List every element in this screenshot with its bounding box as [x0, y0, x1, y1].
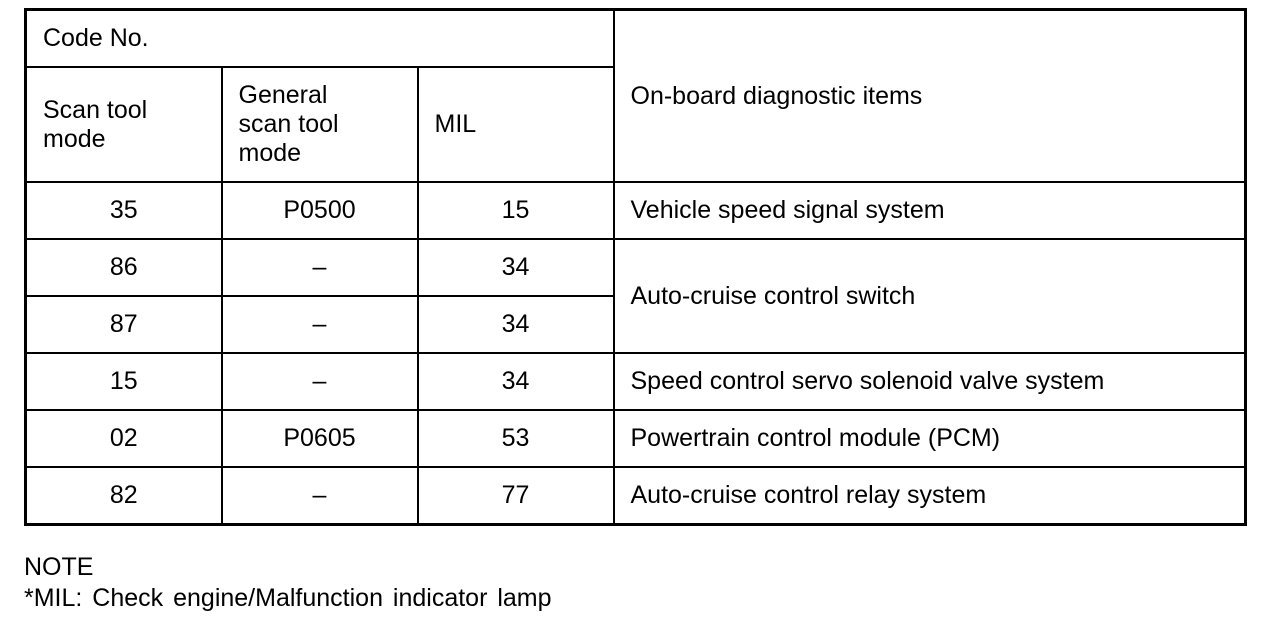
header-on-board-diagnostic-items: On-board diagnostic items: [614, 10, 1246, 183]
header-mil: MIL: [418, 67, 614, 182]
header-general-scan-tool-mode: [222, 67, 418, 182]
note-title: NOTE: [24, 553, 94, 581]
cell-diagnostic-item: Auto-cruise control relay system: [614, 467, 1246, 525]
cell-scan-tool-code: 15: [26, 353, 222, 410]
cell-general-scan-code: –: [222, 239, 418, 296]
table-row: [26, 239, 1246, 296]
note-text: *MIL: Check engine/Malfunction indicator lamp: [24, 584, 552, 612]
note-block: [24, 552, 552, 614]
cell-general-scan-code: P0500: [222, 182, 418, 239]
header-scan-tool-mode: [26, 67, 222, 182]
cell-general-scan-code: –: [222, 353, 418, 410]
cell-diagnostic-item: Powertrain control module (PCM): [614, 410, 1246, 467]
cell-diagnostic-item: Speed control servo solenoid valve system: [614, 353, 1246, 410]
cell-mil-code: 53: [418, 410, 614, 467]
cell-scan-tool-code: 82: [26, 467, 222, 525]
cell-mil-code: 34: [418, 353, 614, 410]
cell-mil-code: 34: [418, 239, 614, 296]
table-row: [26, 353, 1246, 410]
diagnostic-code-table: [24, 8, 1247, 526]
cell-scan-tool-code: 87: [26, 296, 222, 353]
cell-scan-tool-code: 86: [26, 239, 222, 296]
cell-general-scan-code: –: [222, 296, 418, 353]
cell-diagnostic-item: Auto-cruise control switch: [614, 239, 1246, 353]
table-row: [26, 467, 1246, 525]
cell-mil-code: 34: [418, 296, 614, 353]
cell-diagnostic-item: Vehicle speed signal system: [614, 182, 1246, 239]
cell-scan-tool-code: 35: [26, 182, 222, 239]
header-general-scan-tool-mode-text: General scan tool mode: [238, 81, 339, 167]
cell-scan-tool-code: 02: [26, 410, 222, 467]
table-header-row-1: [26, 10, 1246, 68]
cell-mil-code: 77: [418, 467, 614, 525]
table-row: [26, 410, 1246, 467]
cell-general-scan-code: –: [222, 467, 418, 525]
cell-mil-code: 15: [418, 182, 614, 239]
header-scan-tool-mode-text: Scan tool mode: [43, 95, 148, 153]
header-code-no: Code No.: [26, 10, 614, 68]
diagnostic-code-document: [24, 8, 1244, 526]
cell-general-scan-code: P0605: [222, 410, 418, 467]
table-row: [26, 182, 1246, 239]
